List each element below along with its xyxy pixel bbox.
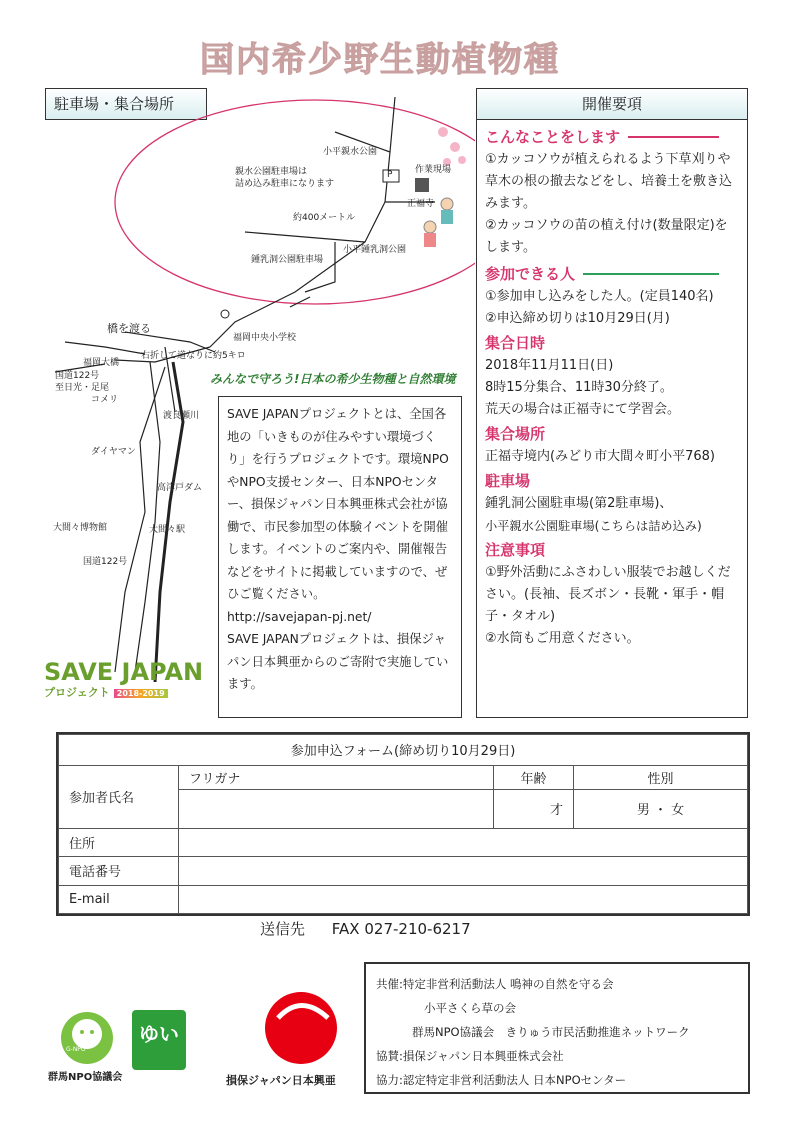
send-to [260, 918, 471, 939]
section-place-heading: 集合場所 [485, 425, 546, 443]
savejapan-logo-text: SAVE JAPAN [44, 658, 204, 686]
info-box [476, 118, 748, 718]
gnpo-label: 群馬NPO協議会 [48, 1072, 123, 1083]
form-title: 参加申込フォーム(締め切り10月29日) [59, 735, 748, 766]
label-work-site: 作業現場 [415, 165, 452, 175]
gnpo-logo [52, 1010, 122, 1070]
organizer-line-1: 共催:特定非営利活動法人 鳴神の自然を守る会 [376, 977, 614, 991]
savejapan-logo-sub: プロジェクト 2018-2019 [44, 684, 204, 700]
label-daiyaman: ダイヤマン [91, 447, 136, 457]
parking-item-1: 鍾乳洞公園駐車場(第2駐車場)、 [485, 496, 673, 511]
form-name-input[interactable] [179, 789, 494, 828]
section-notes-heading: 注意事項 [485, 541, 546, 559]
datetime-date: 2018年11月11日(日) [485, 358, 614, 373]
yui-logo: ゆい [132, 1010, 186, 1070]
savejapan-url[interactable]: http://savejapan-pj.net/ [227, 609, 372, 624]
eligibility-item-1: ①参加申し込みをした人。(定員140名) [485, 289, 714, 304]
form-email-input[interactable] [179, 885, 748, 913]
label-cave-lot: 鍾乳洞公園駐車場 [251, 255, 324, 265]
send-fax: FAX 027-210-6217 [331, 920, 471, 938]
application-form [56, 732, 750, 916]
sompo-logo-mark [258, 988, 344, 1068]
label-museum: 大間々博物館 [53, 523, 108, 533]
form-phone-input[interactable] [179, 857, 748, 885]
savejapan-body: SAVE JAPANプロジェクトとは、全国各地の「いきものが住みやすい環境づくり」を行うプロジェクトです。環境NPOやNPO支援センター、日本NPOセンター、損保ジャパン日本興亜株式会社が協働で、市民参加型の体験イベントを開催します。イベントのご案内や、開催報告などをサイトに掲載していますので、ぜひご覧ください。 [227, 407, 449, 601]
eligibility-item-2: ②申込締め切りは10月29日(月) [485, 311, 670, 326]
section-eligibility-heading: 参加できる人 [485, 263, 739, 284]
label-cave-park: 小平鍾乳洞公園 [343, 245, 407, 255]
label-dam: 高津戸ダム [157, 483, 203, 493]
organizer-line-5: 協力:認定特定非営利活動法人 日本NPOセンター [376, 1073, 627, 1087]
datetime-rain: 荒天の場合は正福寺にて学習会。 [485, 402, 681, 417]
organizer-line-2: 小平さくら草の会 [424, 1001, 516, 1015]
form-phone-label: 電話番号 [59, 857, 179, 885]
form-age-input[interactable] [494, 789, 574, 828]
form-gender-options[interactable]: 男 ・ 女 [574, 789, 748, 828]
activity-item-2: ②カッコソウの苗の植え付け(数量限定)をします。 [485, 218, 728, 255]
label-turn: 右折して道なりに約5キロ [141, 351, 246, 361]
label-p-mark: P [387, 170, 393, 180]
label-ohmama: 福岡大橋 [83, 358, 120, 368]
savejapan-box [218, 396, 462, 718]
school-mark [221, 310, 229, 318]
form-name-label: 参加者氏名 [59, 765, 179, 828]
label-komeri: コメリ [91, 395, 119, 405]
form-furigana-label: フリガナ [179, 765, 494, 789]
section-activity-heading: こんなことをします [485, 126, 739, 147]
datetime-time: 8時15分集合、11時30分終了。 [485, 380, 673, 395]
section-datetime-heading: 集合日時 [485, 334, 546, 352]
map-box-title: 駐車場・集合場所 [45, 88, 207, 120]
banner-title: 国内希少野生動植物種 [200, 40, 560, 80]
form-address-label: 住所 [59, 828, 179, 856]
section-parking-heading: 駐車場 [485, 472, 531, 490]
label-river: 渡良瀬川 [163, 411, 200, 421]
form-address-input[interactable] [179, 828, 748, 856]
form-age-label: 年齢 [494, 765, 574, 789]
notes-item-1: ①野外活動にふさわしい服装でお越しください。(長袖、長ズボン・長靴・軍手・帽子・タオル) [485, 565, 731, 624]
savejapan-slogan: みんなで守ろう!日本の希少生物種と自然環境 [210, 372, 456, 386]
form-age-unit: 才 [549, 803, 563, 819]
savejapan-note: SAVE JAPANプロジェクトは、損保ジャパン日本興亜からのご寄附で実施しています。 [227, 632, 449, 691]
activity-item-1: ①カッコソウが植えられるよう下草刈りや草木の根の撤去などをし、培養土を敷き込みます。 [485, 152, 733, 211]
label-temple: 正福寺 [407, 199, 435, 209]
label-route122b: 国道122号 [83, 557, 128, 567]
label-school: 福岡中央小学校 [233, 333, 297, 343]
organizers-box [364, 962, 750, 1094]
label-bridge: 橋を渡る [107, 322, 151, 335]
label-station: 大間々駅 [149, 525, 186, 535]
label-to-nikko: 至日光・足尾 [55, 383, 110, 393]
gnpo-logo-mark [52, 1010, 122, 1066]
form-gender-label: 性別 [574, 765, 748, 789]
form-email-label: E-mail [59, 885, 179, 913]
form-table [58, 734, 748, 914]
sompo-label: 損保ジャパン日本興亜 [226, 1074, 336, 1087]
info-box-title: 開催要項 [476, 88, 748, 120]
savejapan-logo [44, 658, 204, 700]
label-distance: 約400メートル [293, 213, 356, 223]
place-address: 正福寺境内(みどり市大間々町小平768) [485, 449, 715, 464]
label-park-lot-a: 小平親水公園 [323, 147, 378, 157]
label-park-note: 親水公園駐車場は 詰め込み駐車になります [235, 167, 335, 189]
label-route122a: 国道122号 [55, 371, 100, 381]
organizer-line-4: 協賛:損保ジャパン日本興亜株式会社 [376, 1049, 564, 1063]
send-label: 送信先 [260, 920, 306, 938]
parking-item-2: 小平親水公園駐車場(こちらは詰め込み) [485, 519, 702, 533]
notes-item-2: ②水筒もご用意ください。 [485, 631, 640, 646]
work-site-mark [415, 178, 429, 192]
organizer-line-3: 群馬NPO協議会 きりゅう市民活動推進ネットワーク [412, 1025, 690, 1039]
gnpo-logo-text: G-NPO [66, 1046, 86, 1053]
sompo-logo [258, 988, 344, 1068]
